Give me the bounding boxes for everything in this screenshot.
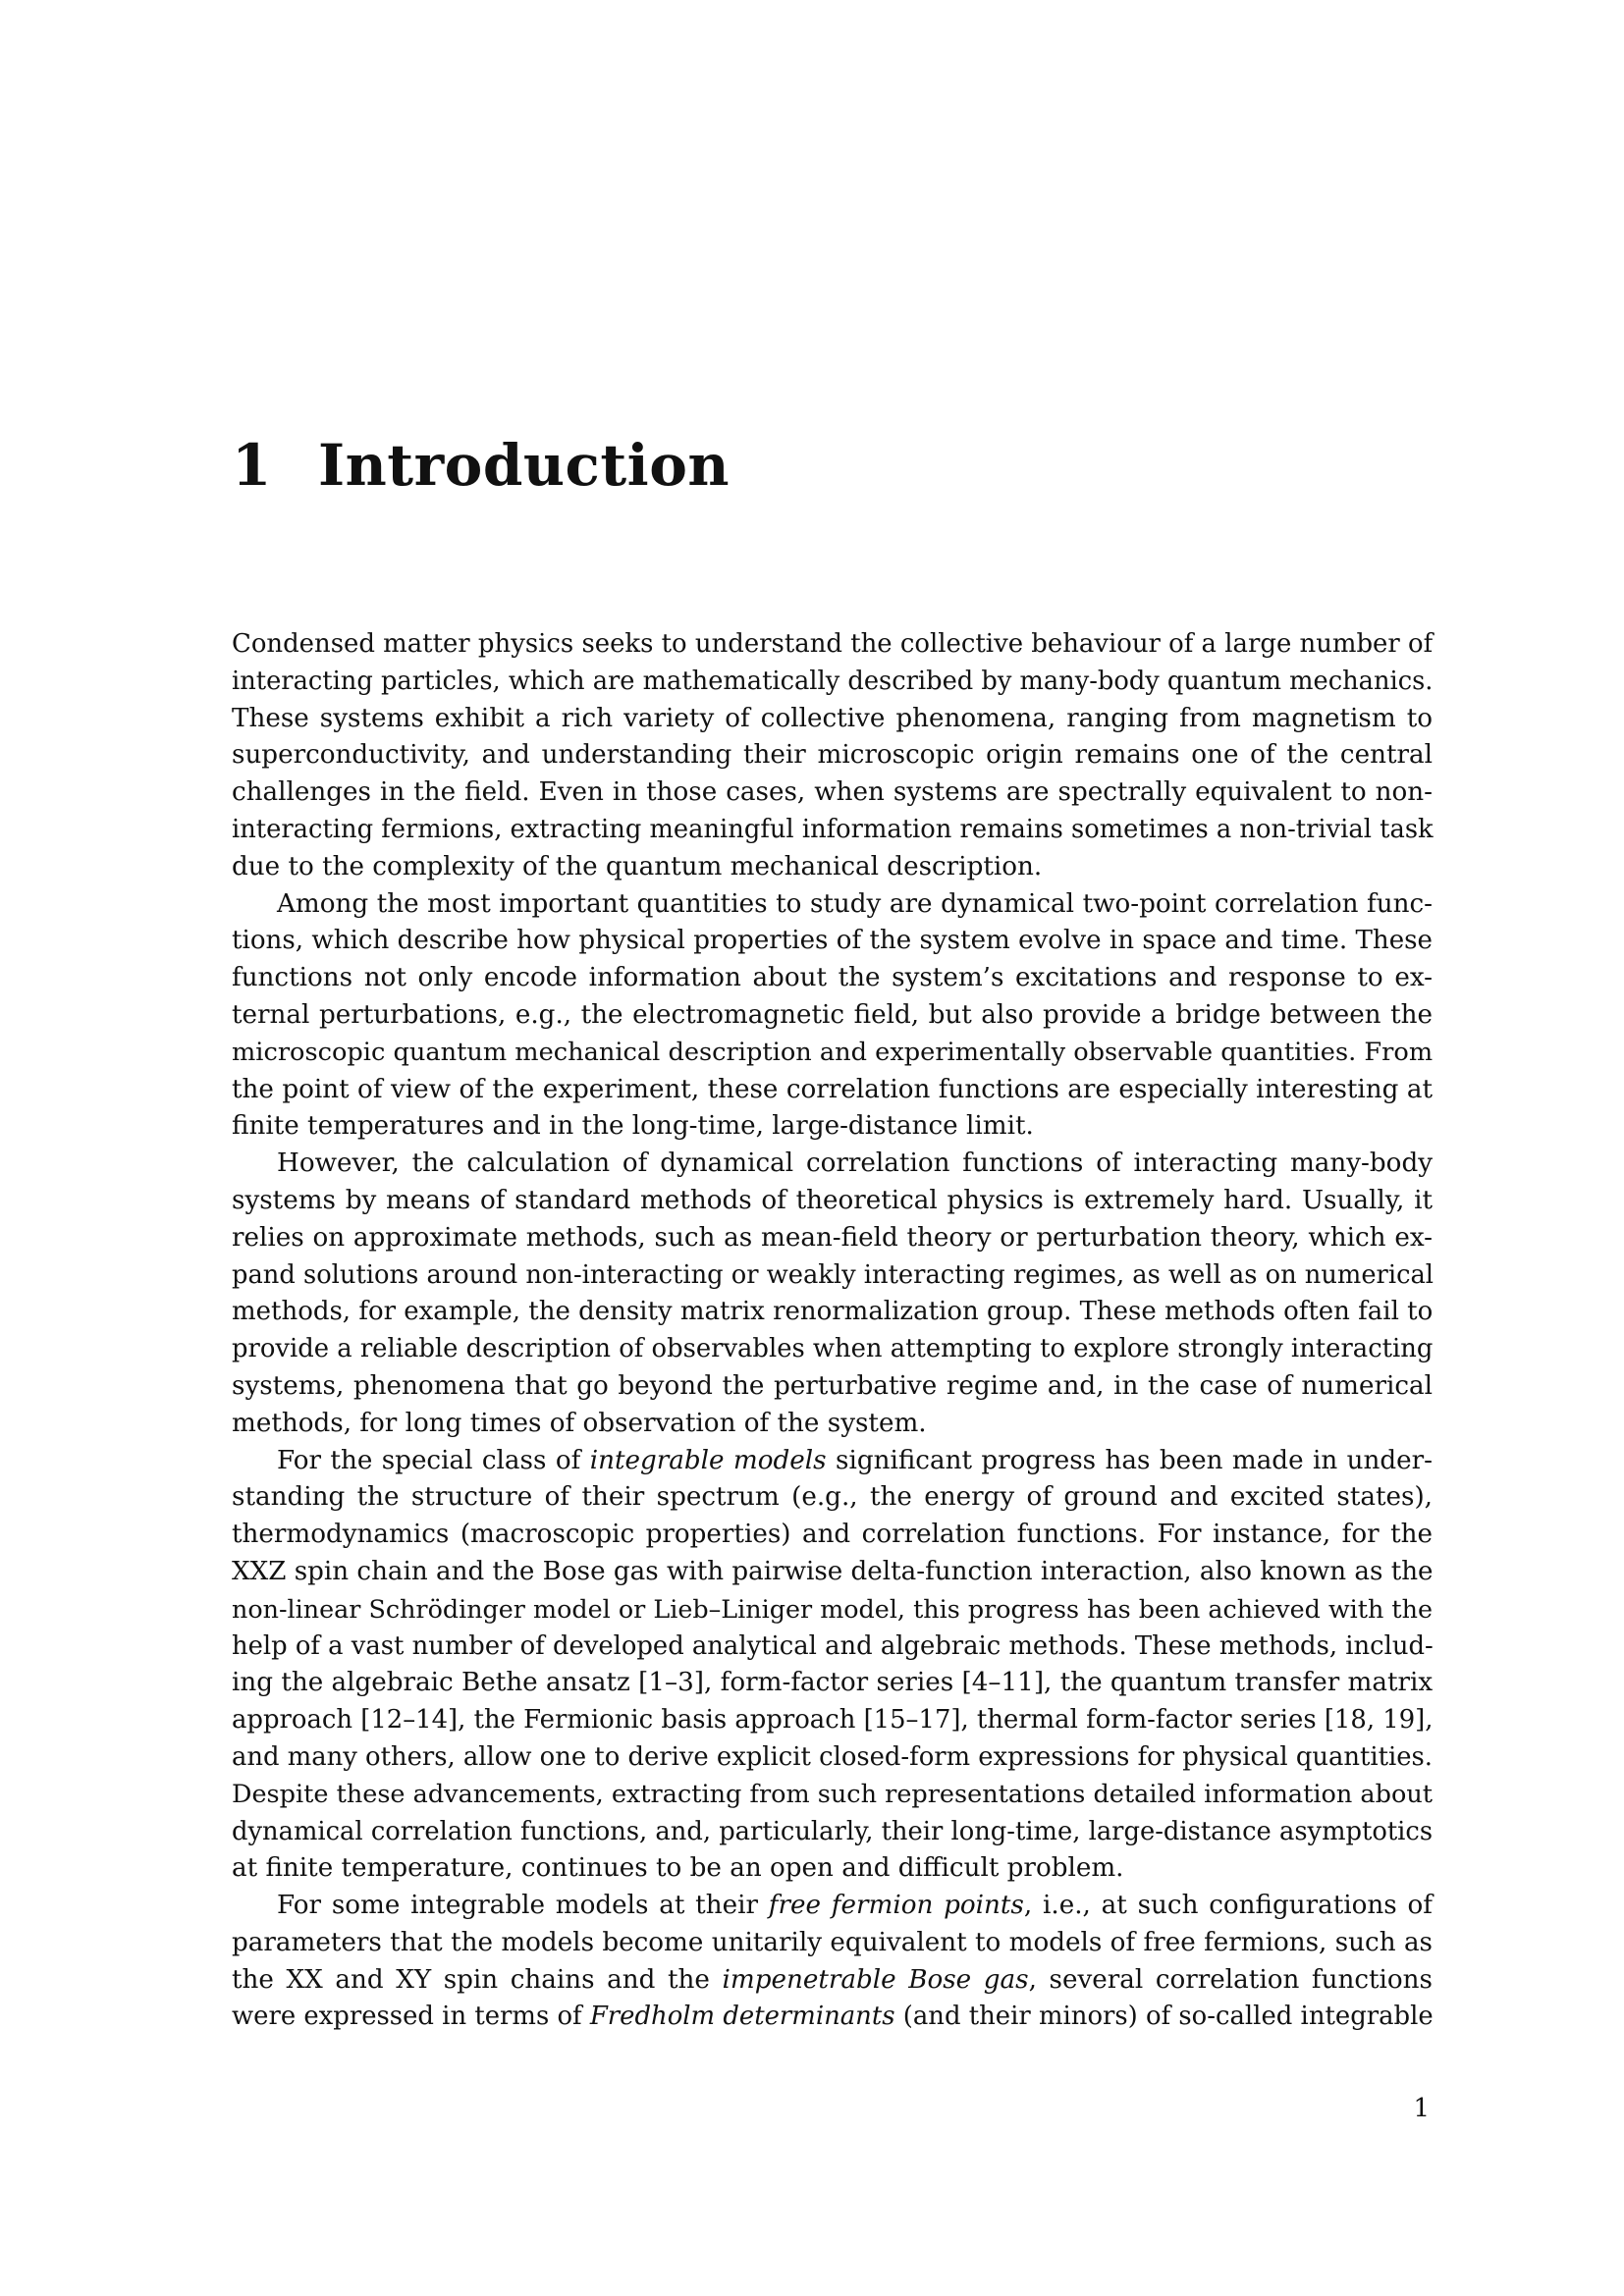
text-line: These systems exhibit a rich variety of collective phenomena, ranging from magnetism to	[232, 703, 1433, 733]
text-line: parameters that the models become unitarily equivalent to models of free fermions, such as	[232, 1927, 1433, 1957]
text-line: ternal perturbations, e.g., the electromagnetic field, but also provide a bridge between the	[232, 999, 1433, 1030]
text-run: significant progress has been made in under-	[826, 1445, 1433, 1475]
body-text	[232, 626, 1433, 2036]
text-run: For the special class of	[277, 1445, 590, 1475]
text-line: pand solutions around non-interacting or weakly interacting regimes, as well as on numerical	[232, 1259, 1435, 1290]
emphasis-term: integrable models	[589, 1445, 827, 1475]
text-run: For some integrable models at their	[277, 1891, 769, 1921]
text-line	[232, 1443, 1433, 1480]
paragraph-2	[232, 886, 1433, 1147]
text-run: , several correlation functions	[1028, 1964, 1433, 1995]
chapter-number: 1	[232, 432, 272, 499]
chapter-title: Introduction	[318, 432, 731, 499]
text-line: methods, for long times of observation of the system.	[232, 1408, 927, 1438]
page-number: 1	[1413, 2094, 1430, 2123]
text-line: superconductivity, and understanding their microscopic origin remains one of the central	[232, 740, 1433, 771]
text-line: non-linear Schrödinger model or Lieb–Liniger model, this progress has been achieved with the	[232, 1593, 1433, 1624]
text-line: systems by means of standard methods of theoretical physics is extremely hard. Usually, it	[232, 1185, 1433, 1215]
emphasis-term: Fredholm determinants	[589, 2002, 895, 2032]
text-line: challenges in the field. Even in those cases, when systems are spectrally equivalent to non-	[232, 777, 1433, 808]
text-line: and many others, allow one to derive explicit closed-form expressions for physical quantities.	[232, 1741, 1433, 1772]
text-run: the XX and XY spin chains and the	[232, 1964, 723, 1995]
text-line: interacting fermions, extracting meaningful information remains sometimes a non-trivial task	[232, 814, 1434, 844]
text-line: ing the algebraic Bethe ansatz [1–3], form-factor series [4–11], the quantum transfer matrix	[232, 1668, 1434, 1698]
text-line: finite temperatures and in the long-time, large-distance limit.	[232, 1111, 1034, 1142]
text-line: Among the most important quantities to study are dynamical two-point correlation func-	[277, 888, 1433, 919]
text-line: interacting particles, which are mathematically described by many-body quantum mechanics.	[232, 666, 1434, 696]
text-line: due to the complexity of the quantum mechanical description.	[232, 851, 1043, 881]
text-run: were expressed in terms of	[232, 2002, 590, 2032]
text-line: XXZ spin chain and the Bose gas with pairwise delta-function interaction, also known as the	[232, 1556, 1434, 1586]
text-line: However, the calculation of dynamical correlation functions of interacting many-body	[277, 1148, 1433, 1179]
text-line: at finite temperature, continues to be an open and difficult problem.	[232, 1853, 1124, 1884]
paragraph-5	[232, 1888, 1433, 2036]
text-line: Condensed matter physics seeks to understand the collective behaviour of a large number of	[232, 629, 1434, 659]
paragraph-4	[232, 1443, 1433, 1889]
text-line: dynamical correlation functions, and, particularly, their long-time, large-distance asymptotics	[232, 1816, 1434, 1846]
text-line: help of a vast number of developed analytical and algebraic methods. These methods, includ-	[232, 1630, 1434, 1661]
text-line	[232, 1962, 1433, 2000]
chapter-heading	[232, 432, 730, 499]
text-line: Despite these advancements, extracting from such representations detailed information about	[232, 1779, 1433, 1809]
paragraph-3	[232, 1146, 1433, 1442]
text-line: relies on approximate methods, such as mean-field theory or perturbation theory, which ex-	[232, 1222, 1433, 1253]
text-line: systems, phenomena that go beyond the perturbative regime and, in the case of numerical	[232, 1370, 1433, 1401]
text-line: functions not only encode information about the system’s excitations and response to ex-	[232, 963, 1433, 993]
text-line: the point of view of the experiment, these correlation functions are especially interesting at	[232, 1074, 1433, 1104]
emphasis-term: free fermion points	[768, 1891, 1024, 1921]
text-line	[232, 1888, 1433, 1925]
text-line: tions, which describe how physical properties of the system evolve in space and time. These	[232, 926, 1433, 956]
text-line: standing the structure of their spectrum (e.g., the energy of ground and excited states),	[232, 1482, 1433, 1513]
paragraph-1	[232, 626, 1433, 886]
emphasis-term: impenetrable Bose gas	[722, 1964, 1029, 1995]
text-run: , i.e., at such configurations of	[1023, 1891, 1433, 1921]
text-line: methods, for example, the density matrix renormalization group. These methods often fail to	[232, 1297, 1434, 1327]
text-line: provide a reliable description of observables when attempting to explore strongly interacting	[232, 1334, 1434, 1364]
text-line: thermodynamics (macroscopic properties) and correlation functions. For instance, for the	[232, 1520, 1433, 1550]
text-run: (and their minors) of so-called integrable	[894, 2002, 1434, 2032]
text-line	[232, 1999, 1433, 2036]
text-line: microscopic quantum mechanical description and experimentally observable quantities. From	[232, 1037, 1434, 1067]
text-line: approach [12–14], the Fermionic basis approach [15–17], thermal form-factor series [18, 19],	[232, 1705, 1434, 1735]
